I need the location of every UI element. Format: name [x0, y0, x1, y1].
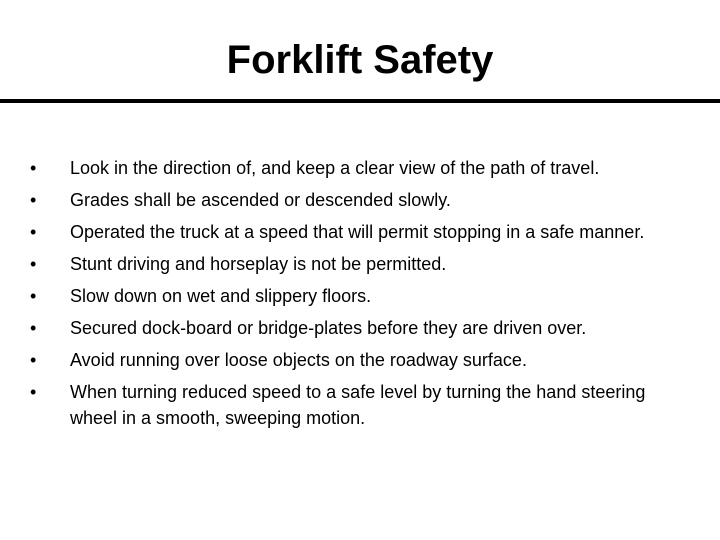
bullet-icon: • — [30, 382, 37, 402]
list-item — [30, 283, 670, 309]
list-item — [30, 379, 670, 431]
bullet-text: Avoid running over loose objects on the roadway surface. — [70, 350, 527, 370]
bullet-text: Stunt driving and horseplay is not be permitted. — [70, 254, 447, 274]
list-item — [30, 219, 670, 245]
list-item — [30, 155, 670, 181]
bullet-icon: • — [30, 318, 37, 338]
bullet-icon: • — [30, 158, 37, 178]
list-item — [30, 251, 670, 277]
list-item — [30, 315, 670, 341]
bullet-list — [30, 155, 670, 437]
bullet-icon: • — [30, 222, 37, 242]
slide-title: Forklift Safety — [226, 38, 494, 82]
bullet-icon: • — [30, 254, 37, 274]
bullet-text: Slow down on wet and slippery floors. — [70, 286, 372, 306]
bullet-icon: • — [30, 190, 37, 210]
title-divider — [0, 99, 720, 103]
bullet-icon: • — [30, 286, 37, 306]
bullet-text: Operated the truck at a speed that will permit stopping in a safe manner. — [70, 222, 645, 242]
bullet-text: Grades shall be ascended or descended slowly. — [70, 190, 451, 210]
list-item — [30, 187, 670, 213]
bullet-text: Look in the direction of, and keep a clear view of the path of travel. — [70, 158, 600, 178]
bullet-text: When turning reduced speed to a safe level by turning the hand steering wheel in a smooth, sweeping motion. — [70, 382, 646, 428]
bullet-text: Secured dock-board or bridge-plates before they are driven over. — [70, 318, 587, 338]
list-item — [30, 347, 670, 373]
bullet-icon: • — [30, 350, 37, 370]
